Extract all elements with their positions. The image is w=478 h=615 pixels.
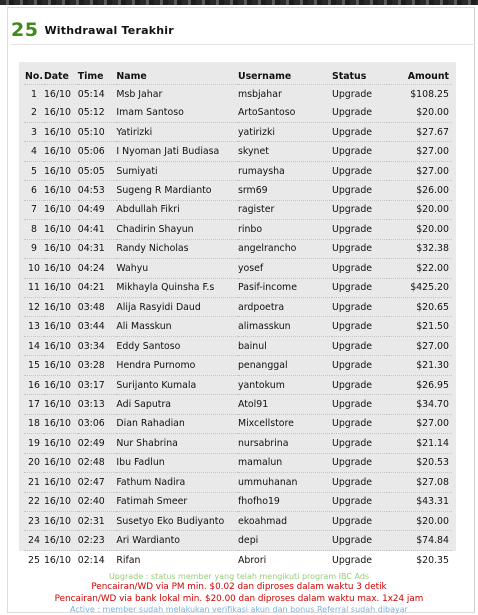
footer-note-upgrade: Upgrade : status member yang telah mengikuti program IBC Ads xyxy=(108,572,370,581)
row-amount: $34.70 xyxy=(389,395,452,414)
row-amount: $74.84 xyxy=(389,531,452,550)
row-time: 05:05 xyxy=(78,161,117,180)
row-no: 1 xyxy=(24,85,44,104)
row-status: Upgrade xyxy=(332,161,389,180)
row-amount: $108.25 xyxy=(389,85,452,104)
row-date: 16/10 xyxy=(44,550,78,569)
row-time: 03:28 xyxy=(78,356,117,375)
row-amount: $425.20 xyxy=(389,278,452,297)
row-no: 9 xyxy=(24,239,44,258)
row-no: 10 xyxy=(24,259,44,278)
row-name: Sugeng R Mardianto xyxy=(116,181,238,200)
row-amount: $20.35 xyxy=(389,550,452,569)
table-row xyxy=(24,492,452,511)
row-status: Upgrade xyxy=(332,414,389,433)
row-time: 05:06 xyxy=(78,142,117,161)
row-username: Abrori xyxy=(238,550,332,569)
row-time: 04:21 xyxy=(78,278,117,297)
row-name: Hendra Purnomo xyxy=(116,356,238,375)
table-row xyxy=(24,511,452,530)
row-username: rumaysha xyxy=(238,161,332,180)
row-time: 03:34 xyxy=(78,336,117,355)
row-time: 02:23 xyxy=(78,531,117,550)
row-status: Upgrade xyxy=(332,220,389,239)
row-date: 16/10 xyxy=(44,473,78,492)
table-header-row xyxy=(24,68,452,85)
row-time: 04:41 xyxy=(78,220,117,239)
row-time: 05:10 xyxy=(78,122,117,141)
row-username: alimasskun xyxy=(238,317,332,336)
row-amount: $20.53 xyxy=(389,453,452,472)
row-date: 16/10 xyxy=(44,356,78,375)
row-date: 16/10 xyxy=(44,85,78,104)
row-date: 16/10 xyxy=(44,181,78,200)
table-row xyxy=(24,434,452,453)
row-username: penanggal xyxy=(238,356,332,375)
row-status: Upgrade xyxy=(332,297,389,316)
table-row xyxy=(24,395,452,414)
table-row xyxy=(24,259,452,278)
row-date: 16/10 xyxy=(44,200,78,219)
row-no: 13 xyxy=(24,317,44,336)
withdrawal-count: 25 xyxy=(11,19,39,41)
row-status: Upgrade xyxy=(332,317,389,336)
row-amount: $21.14 xyxy=(389,434,452,453)
row-time: 03:17 xyxy=(78,375,117,394)
top-decorative-strip xyxy=(0,0,478,5)
row-amount: $27.00 xyxy=(389,336,452,355)
row-username: rinbo xyxy=(238,220,332,239)
row-amount: $21.30 xyxy=(389,356,452,375)
footer-note-active: Active : member sudah melakukan verifikasi akun dan bonus Referral sudah dibayar xyxy=(70,605,408,614)
row-status: Upgrade xyxy=(332,181,389,200)
row-name: Yatirizki xyxy=(116,122,238,141)
table-row xyxy=(24,297,452,316)
row-name: Dian Rahadian xyxy=(116,414,238,433)
row-name: Fatimah Smeer xyxy=(116,492,238,511)
row-time: 04:53 xyxy=(78,181,117,200)
row-username: yosef xyxy=(238,259,332,278)
row-date: 16/10 xyxy=(44,492,78,511)
row-username: nursabrina xyxy=(238,434,332,453)
row-username: ArtoSantoso xyxy=(237,107,296,119)
row-username: fhofho19 xyxy=(238,492,332,511)
row-username: ragister xyxy=(238,200,332,219)
row-amount: $27.67 xyxy=(389,122,452,141)
table-row xyxy=(24,473,452,492)
row-name: Alija Rasyidi Daud xyxy=(116,297,238,316)
row-date: 16/10 xyxy=(44,336,78,355)
row-status: Upgrade xyxy=(332,550,389,569)
row-status: Upgrade xyxy=(332,453,389,472)
row-username: Mixcellstore xyxy=(238,414,332,433)
row-no: 3 xyxy=(24,122,44,141)
row-time: 02:48 xyxy=(78,453,117,472)
row-name: Sumiyati xyxy=(116,161,238,180)
row-amount: $20.00 xyxy=(389,200,452,219)
row-username: Pasif-income xyxy=(238,278,332,297)
table-row xyxy=(24,103,452,122)
row-no: 15 xyxy=(24,356,44,375)
row-status: Upgrade xyxy=(332,85,389,104)
row-name: Eddy Santoso xyxy=(116,336,238,355)
row-date: 16/10 xyxy=(44,161,78,180)
row-name: Fathum Nadira xyxy=(116,473,238,492)
row-date: 16/10 xyxy=(44,453,78,472)
header-divider xyxy=(11,44,475,45)
row-name: Surijanto Kumala xyxy=(116,375,238,394)
row-username: ummuhanan xyxy=(238,473,332,492)
row-time: 02:31 xyxy=(78,511,117,530)
row-name: Msb Jahar xyxy=(116,85,238,104)
row-no: 25 xyxy=(24,550,44,569)
row-username: msbjahar xyxy=(238,85,332,104)
row-name: Randy Nicholas xyxy=(116,239,238,258)
row-time: 03:48 xyxy=(78,297,117,316)
footer-note-pm: Pencairan/WD via PM min. $0.02 dan diproses dalam waktu 3 detik xyxy=(91,582,387,592)
row-username: angelrancho xyxy=(238,239,332,258)
table-row xyxy=(24,550,452,569)
row-status: Upgrade xyxy=(332,473,389,492)
row-username: mamalun xyxy=(238,453,332,472)
row-username: ardpoetra xyxy=(238,297,332,316)
table-row xyxy=(24,122,452,141)
table-row xyxy=(24,142,452,161)
row-no: 8 xyxy=(24,220,44,239)
table-row xyxy=(24,336,452,355)
table-row xyxy=(24,317,452,336)
row-status: Upgrade xyxy=(332,531,389,550)
row-amount: $27.00 xyxy=(389,161,452,180)
row-status: Upgrade xyxy=(332,395,389,414)
row-name: Imam Santoso xyxy=(116,107,184,119)
row-time: 02:14 xyxy=(78,550,117,569)
row-time: 05:14 xyxy=(78,85,117,104)
row-status: Upgrade xyxy=(332,336,389,355)
withdrawal-table xyxy=(24,68,452,569)
row-no: 4 xyxy=(24,142,44,161)
row-date: 16/10 xyxy=(44,414,78,433)
row-date: 16/10 xyxy=(44,122,78,141)
row-date: 16/10 xyxy=(44,511,78,530)
row-name: Wahyu xyxy=(116,259,238,278)
row-date: 16/10 xyxy=(44,434,78,453)
row-time: 04:31 xyxy=(78,239,117,258)
col-header-time: Time xyxy=(77,70,104,82)
row-amount: $27.00 xyxy=(389,414,452,433)
row-no: 18 xyxy=(24,414,44,433)
table-row xyxy=(24,239,452,258)
table-row xyxy=(24,375,452,394)
row-date: 16/10 xyxy=(44,531,78,550)
row-no: 6 xyxy=(24,181,44,200)
row-name: Mikhayla Quinsha F.s xyxy=(116,278,238,297)
row-status: Upgrade xyxy=(332,434,389,453)
row-date: 16/10 xyxy=(44,395,78,414)
table-row xyxy=(24,414,452,433)
row-date: 16/10 xyxy=(44,239,78,258)
table-row xyxy=(24,531,452,550)
row-username: yatirizki xyxy=(238,122,332,141)
row-amount: $27.00 xyxy=(389,142,452,161)
col-header-username: Username xyxy=(237,70,292,82)
row-no: 2 xyxy=(30,107,37,119)
table-row xyxy=(24,356,452,375)
row-status: Upgrade xyxy=(332,142,389,161)
col-header-date: Date xyxy=(43,70,69,82)
table-row xyxy=(24,220,452,239)
row-name: Nur Shabrina xyxy=(116,434,238,453)
row-amount: $22.00 xyxy=(389,259,452,278)
row-no: 14 xyxy=(24,336,44,355)
row-amount: $27.08 xyxy=(389,473,452,492)
row-time: 04:49 xyxy=(78,200,117,219)
row-no: 22 xyxy=(24,492,44,511)
row-time: 05:12 xyxy=(77,107,105,119)
col-header-amount: Amount xyxy=(407,70,449,82)
row-username: depi xyxy=(238,531,332,550)
row-time: 03:44 xyxy=(78,317,117,336)
row-no: 20 xyxy=(24,453,44,472)
row-status: Upgrade xyxy=(332,239,389,258)
row-status: Upgrade xyxy=(332,259,389,278)
row-username: yantokum xyxy=(238,375,332,394)
row-name: Abdullah Fikri xyxy=(116,200,238,219)
row-no: 7 xyxy=(24,200,44,219)
row-status: Upgrade xyxy=(332,122,389,141)
table-row xyxy=(24,278,452,297)
row-date: 16/10 xyxy=(44,375,78,394)
row-time: 02:47 xyxy=(78,473,117,492)
row-name: Adi Saputra xyxy=(116,395,238,414)
row-date: 16/10 xyxy=(44,297,78,316)
col-header-no: No. xyxy=(25,70,43,82)
row-amount: $20.65 xyxy=(389,297,452,316)
row-date: 16/10 xyxy=(44,142,78,161)
row-time: 02:49 xyxy=(78,434,117,453)
row-date: 16/10 xyxy=(44,317,78,336)
row-name: Ibu Fadlun xyxy=(116,453,238,472)
row-no: 16 xyxy=(24,375,44,394)
row-no: 5 xyxy=(24,161,44,180)
table-row xyxy=(24,453,452,472)
row-name: Ali Masskun xyxy=(116,317,238,336)
row-amount: $26.00 xyxy=(389,181,452,200)
row-time: 02:40 xyxy=(78,492,117,511)
row-status: Upgrade xyxy=(332,356,389,375)
table-row xyxy=(24,85,452,104)
row-date: 16/10 xyxy=(44,259,78,278)
table-row xyxy=(24,161,452,180)
col-header-status: Status xyxy=(331,70,367,82)
row-amount: $32.38 xyxy=(389,239,452,258)
row-no: 21 xyxy=(24,473,44,492)
row-name: Chadirin Shayun xyxy=(116,220,238,239)
row-status: Upgrade xyxy=(332,492,389,511)
row-time: 03:13 xyxy=(78,395,117,414)
row-name: Rifan xyxy=(116,550,238,569)
row-date: 16/10 xyxy=(43,107,71,119)
row-no: 11 xyxy=(24,278,44,297)
col-header-name: Name xyxy=(116,70,147,82)
row-no: 24 xyxy=(24,531,44,550)
table-row xyxy=(24,181,452,200)
row-amount: $21.50 xyxy=(389,317,452,336)
row-username: srm69 xyxy=(238,181,332,200)
row-status: Upgrade xyxy=(332,200,389,219)
row-amount: $20.00 xyxy=(389,511,452,530)
row-status: Upgrade xyxy=(332,278,389,297)
row-status: Upgrade xyxy=(332,511,389,530)
row-username: skynet xyxy=(238,142,332,161)
row-time: 03:06 xyxy=(78,414,117,433)
row-no: 23 xyxy=(24,511,44,530)
row-amount: $26.95 xyxy=(389,375,452,394)
row-status: Upgrade xyxy=(332,375,389,394)
row-name: Ari Wardianto xyxy=(116,531,238,550)
row-amount: $20.00 xyxy=(389,220,452,239)
row-no: 19 xyxy=(24,434,44,453)
row-username: ekoahmad xyxy=(238,511,332,530)
row-status: Upgrade xyxy=(331,107,373,119)
row-username: bainul xyxy=(238,336,332,355)
row-no: 12 xyxy=(24,297,44,316)
widget-header xyxy=(11,18,466,42)
row-amount: $20.00 xyxy=(416,107,449,119)
row-time: 04:24 xyxy=(78,259,117,278)
footer-note-bank: Pencairan/WD via bank lokal min. $20.00 dan diproses dalam waktu max. 1x24 jam xyxy=(54,594,424,604)
row-date: 16/10 xyxy=(44,278,78,297)
row-date: 16/10 xyxy=(44,220,78,239)
row-username: Atol91 xyxy=(238,395,332,414)
widget-title: Withdrawal Terakhir xyxy=(44,23,174,37)
row-no: 17 xyxy=(24,395,44,414)
table-row xyxy=(24,200,452,219)
row-amount: $43.31 xyxy=(389,492,452,511)
row-name: I Nyoman Jati Budiasa xyxy=(116,142,238,161)
row-name: Susetyo Eko Budiyanto xyxy=(116,511,238,530)
